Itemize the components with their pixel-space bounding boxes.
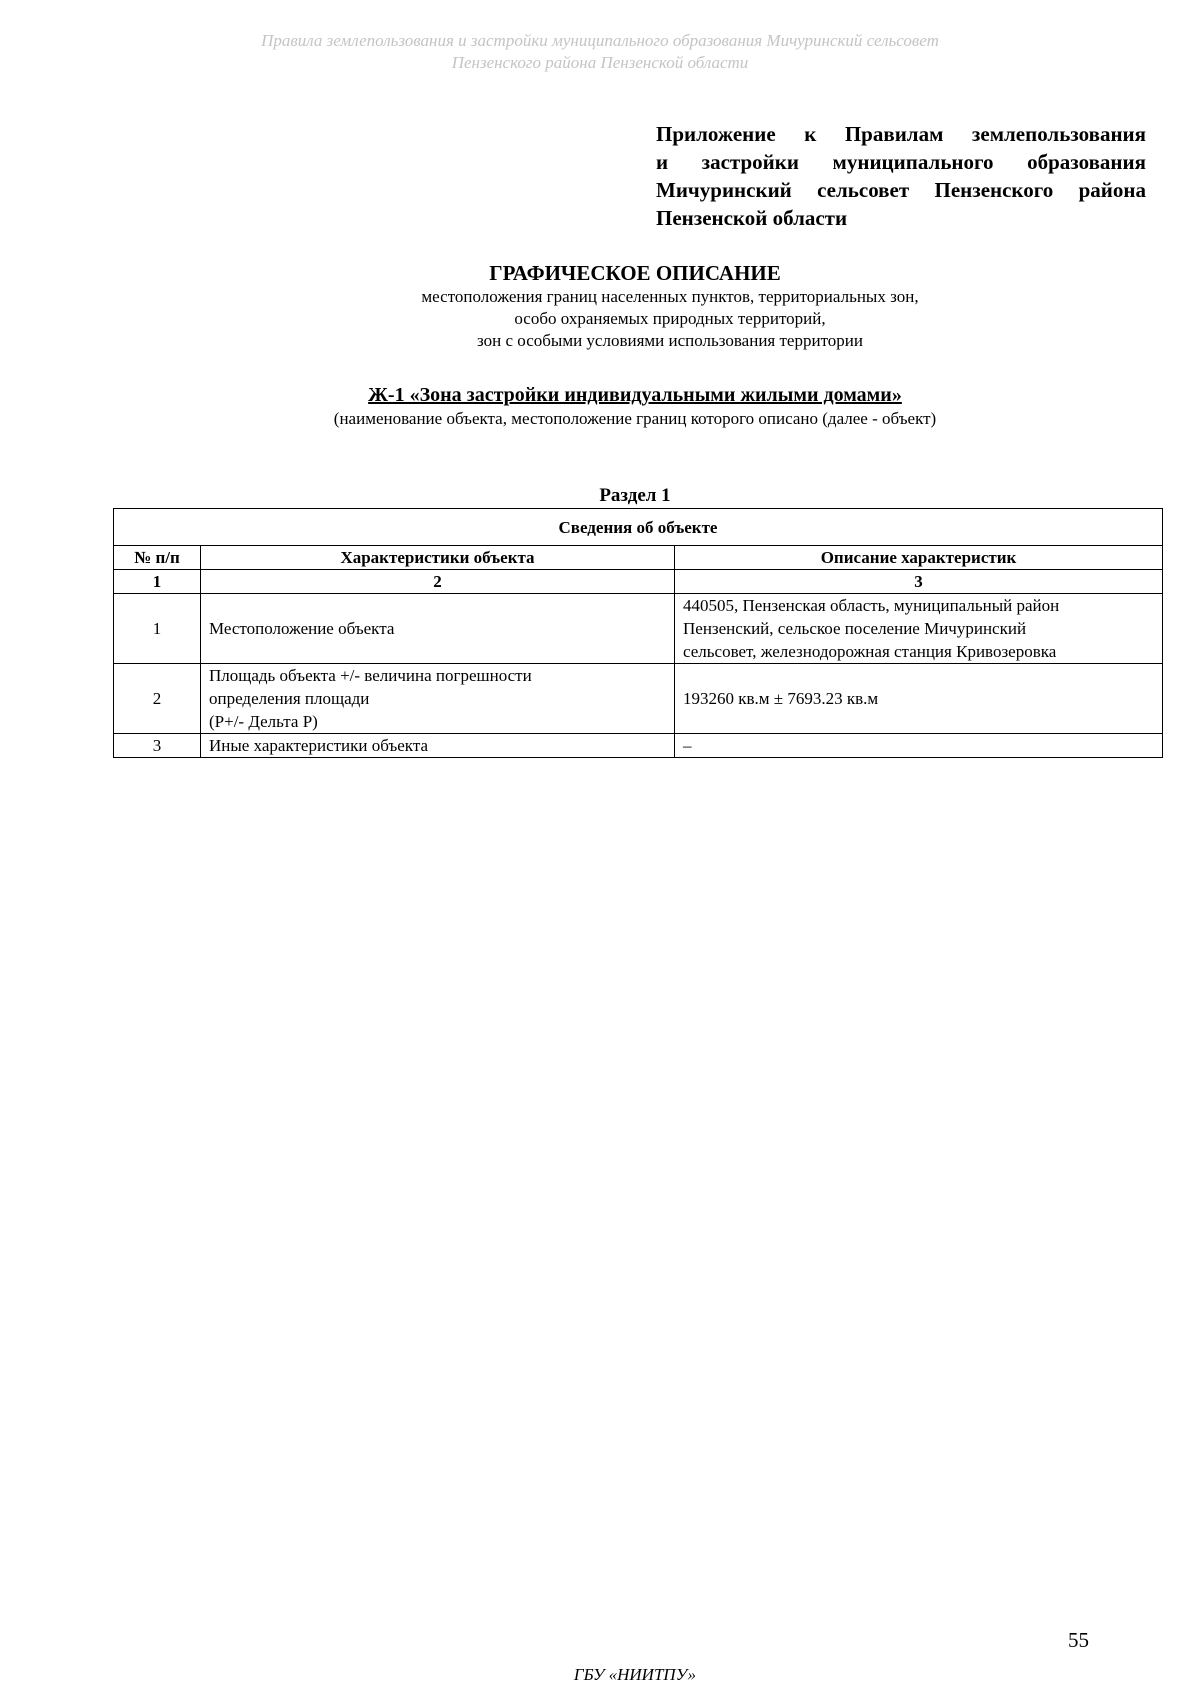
- row-characteristic: [201, 734, 675, 758]
- subtitle-line: зон с особыми условиями использования территории: [477, 331, 863, 350]
- table-caption: Сведения об объекте: [114, 509, 1163, 546]
- table-row: [114, 664, 1163, 734]
- row-description-line: 440505, Пензенская область, муниципальный район: [683, 596, 1060, 615]
- column-number: 1: [114, 570, 201, 594]
- row-description-line: 193260 кв.м ± 7693.23 кв.м: [683, 689, 879, 708]
- footer-organization: ГБУ «НИИТПУ»: [573, 1665, 697, 1684]
- row-description-line: Пензенский, сельское поселение Мичуринский: [683, 619, 1027, 638]
- column-number: 2: [201, 570, 675, 594]
- appendix-line: и застройки муниципального образования: [656, 150, 1146, 174]
- column-header-description: Описание характеристик: [675, 546, 1163, 570]
- row-number: 2: [114, 664, 201, 734]
- running-header-line-2: Пензенского района Пензенской области: [451, 53, 749, 72]
- row-characteristic: [201, 594, 675, 664]
- subtitle-line: местоположения границ населенных пунктов, территориальных зон,: [421, 287, 919, 306]
- appendix-note: [656, 120, 1146, 232]
- table-row: [114, 594, 1163, 664]
- column-header-characteristic: Характеристики объекта: [201, 546, 675, 570]
- row-characteristic-line: определения площади: [209, 689, 370, 708]
- document-title: ГРАФИЧЕСКОЕ ОПИСАНИЕ: [489, 261, 781, 285]
- zone-name: Ж-1 «Зона застройки индивидуальными жилыми домами»: [368, 384, 902, 406]
- row-number: 3: [114, 734, 201, 758]
- row-description: [675, 734, 1163, 758]
- row-characteristic-line: Иные характеристики объекта: [209, 736, 429, 755]
- row-characteristic-line: Местоположение объекта: [209, 619, 395, 638]
- appendix-line: Мичуринский сельсовет Пензенского района: [656, 178, 1146, 202]
- row-characteristic-line: (P+/- Дельта P): [209, 712, 318, 731]
- row-characteristic-line: Площадь объекта +/- величина погрешности: [209, 666, 532, 685]
- column-number: 3: [675, 570, 1163, 594]
- table-caption-row: [114, 509, 1163, 546]
- table-row: [114, 734, 1163, 758]
- row-description-line: –: [683, 736, 692, 755]
- appendix-line: Пензенской области: [656, 206, 848, 230]
- row-description: [675, 664, 1163, 734]
- table-header-row: [114, 546, 1163, 570]
- row-number: 1: [114, 594, 201, 664]
- running-header: [0, 30, 1200, 74]
- table-column-numbers-row: [114, 570, 1163, 594]
- document-subtitle: [0, 286, 1200, 352]
- column-header-number: № п/п: [114, 546, 201, 570]
- appendix-line: Приложение к Правилам землепользования: [656, 122, 1146, 146]
- object-info-table: [113, 508, 1163, 758]
- page-number: 55: [1068, 1628, 1089, 1652]
- row-description-line: сельсовет, железнодорожная станция Кривозеровка: [683, 642, 1057, 661]
- zone-caption: (наименование объекта, местоположение границ которого описано (далее - объект): [333, 409, 937, 428]
- row-characteristic: [201, 664, 675, 734]
- row-description: [675, 594, 1163, 664]
- section-title: Раздел 1: [599, 485, 671, 506]
- subtitle-line: особо охраняемых природных территорий,: [514, 309, 826, 328]
- running-header-line-1: Правила землепользования и застройки муниципального образования Мичуринский сельсовет: [261, 31, 939, 50]
